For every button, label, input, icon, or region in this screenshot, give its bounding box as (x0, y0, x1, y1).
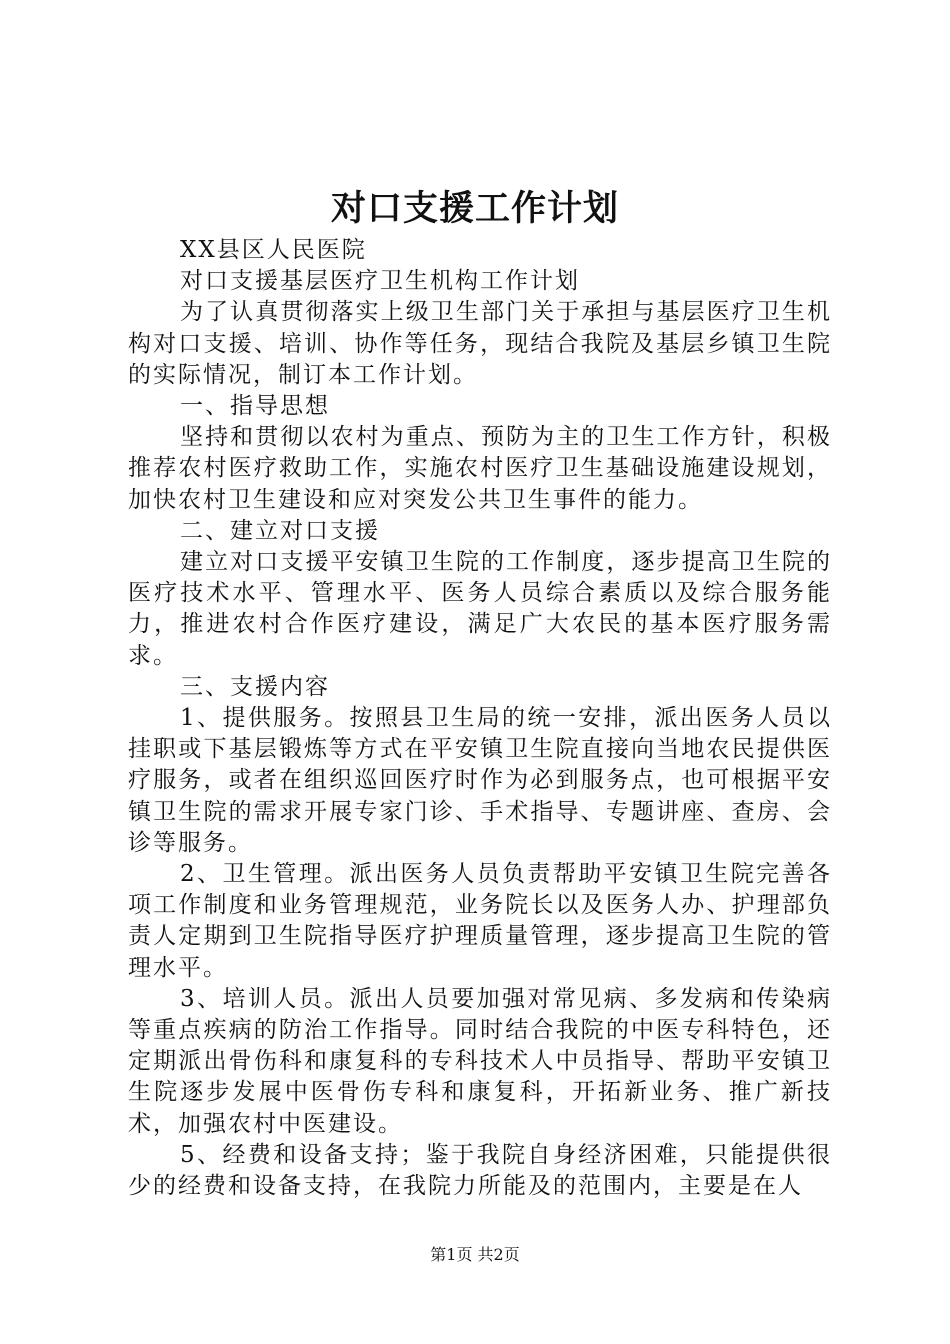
section-heading-establish-support: 二、建立对口支援 (180, 517, 380, 544)
section-heading-guiding-ideology: 一、指导思想 (180, 393, 330, 420)
paragraph-item-provide-services: 1、提供服务。按照县卫生局的统一安排，派出医务人员以挂职或下基层锻炼等方式在平安镇卫生院直接向当地农民提供医疗服务，或者在组织巡回医疗时作为必到服务点，也可根据平安镇卫生院的需求开展专家门诊、手术指导、专题讲座、查房、会诊等服务。 (128, 705, 832, 856)
paragraph-hospital-name: XX县区人民医院 (180, 237, 367, 263)
paragraph-item-training: 3、培训人员。派出人员要加强对常见病、多发病和传染病等重点疾病的防治工作指导。同时结合我院的中医专科特色，还定期派出骨伤科和康复科的专科技术人中员指导、帮助平安镇卫生院逐步发展中医骨伤专科和康复科，开拓新业务、推广新技术，加强农村中医建设。 (128, 985, 832, 1137)
document-title: 对口支援工作计划 (330, 188, 619, 229)
page-number-footer: 第1页 共2页 (430, 1245, 520, 1264)
paragraph-intro: 为了认真贯彻落实上级卫生部门关于承担与基层医疗卫生机构对口支援、培训、协作等任务，现结合我院及基层乡镇卫生院的实际情况，制订本工作计划。 (128, 299, 832, 388)
paragraph-item-health-management: 2、卫生管理。派出医务人员负责帮助平安镇卫生院完善各项工作制度和业务管理规范，业务院长以及医务人办、护理部负责人定期到卫生院指导医疗护理质量管理，逐步提高卫生院的管理水平。 (128, 861, 832, 981)
section-heading-support-content: 三、支援内容 (180, 673, 330, 700)
paragraph-establish-support: 建立对口支援平安镇卫生院的工作制度，逐步提高卫生院的医疗技术水平、管理水平、医务人员综合素质以及综合服务能力，推进农村合作医疗建设，满足广大农民的基本医疗服务需求。 (128, 549, 832, 669)
paragraph-item-funding-equipment: 5、经费和设备支持；鉴于我院自身经济困难，只能提供很少的经费和设备支持，在我院力所能及的范围内，主要是在人 (128, 1141, 832, 1200)
paragraph-guiding-ideology: 坚持和贯彻以农村为重点、预防为主的卫生工作方针，积极推荐农村医疗救助工作，实施农村医疗卫生基础设施建设规划，加快农村卫生建设和应对突发公共卫生事件的能力。 (128, 424, 832, 513)
paragraph-plan-subtitle: 对口支援基层医疗卫生机构工作计划 (180, 268, 580, 295)
document-body (128, 235, 832, 1202)
